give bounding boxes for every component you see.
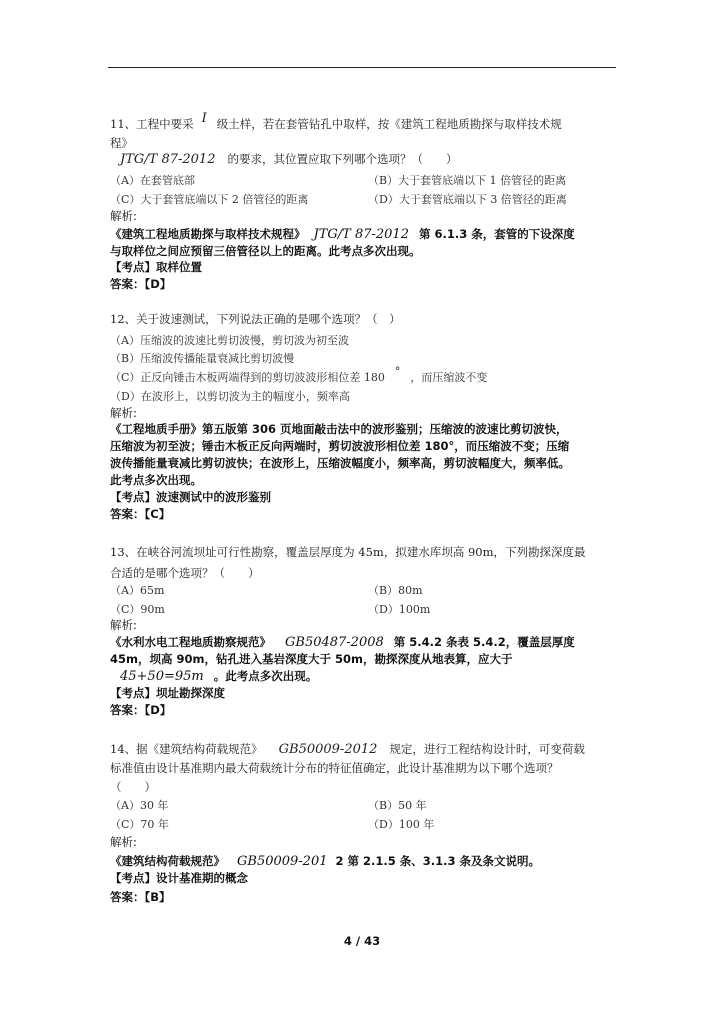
q12-option-d: （D）在波形上，以剪切波为主的幅度小，频率高 <box>110 390 350 403</box>
q11-option-a: （A）在套管底部 <box>110 174 195 187</box>
q12-answer: 答案：【C】 <box>110 507 171 521</box>
q11-stem-line2: 程》 <box>110 136 133 150</box>
q11-stem-line1: 11、工程中要采 I 级土样，若在套管钻孔中取样，按《建筑工程地质勘探与取样技术规 <box>110 111 562 131</box>
q14-option-b: （B）50 年 <box>368 799 427 812</box>
q12-stem: 12、关于波速测试，下列说法正确的是哪个选项？（ ） <box>110 312 401 326</box>
q14-analysis-label: 解析: <box>110 835 137 849</box>
q11-option-b: （B）大于套管底端以下 1 倍管径的距离 <box>368 174 567 187</box>
q14-option-d: （D）100 年 <box>368 818 435 831</box>
q12-option-c: （C）正反向锤击木板两端得到的剪切波波形相位差 180 ° ，而压缩波不变 <box>110 365 488 384</box>
q12-option-a: （A）压缩波的波速比剪切波慢，剪切波为初至波 <box>110 334 349 347</box>
q12-point: 【考点】波速测试中的波形鉴别 <box>110 490 271 504</box>
q14-option-c: （C）70 年 <box>110 818 169 831</box>
q12-option-b: （B）压缩波传播能量衰减比剪切波慢 <box>110 352 295 365</box>
q13-explanation-line1: 《水利水电工程地质勘察规范》 GB50487-2008 第 5.4.2 条表 5.4.2，覆盖层厚度 <box>110 635 575 650</box>
page-number: 4 / 43 <box>343 934 381 948</box>
q12-analysis-label: 解析: <box>110 406 137 420</box>
q13-analysis-label: 解析: <box>110 618 137 632</box>
q14-stem-line2: 标准值由设计基准期内最大荷载统计分布的特征值确定，此设计基准期为以下哪个选项？ <box>110 761 559 775</box>
q12-explanation-line3: 波传播能量衰减比剪切波快；在波形上，压缩波幅度小，频率高，剪切波幅度大，频率低。 <box>110 456 570 470</box>
q11-option-c: （C）大于套管底端以下 2 倍管径的距离 <box>110 193 309 206</box>
q13-stem-line2: 合适的是哪个选项？（ ） <box>110 566 260 580</box>
q12-explanation-line4: 此考点多次出现。 <box>110 473 202 487</box>
q11-answer: 答案：【D】 <box>110 277 172 291</box>
q13-explanation-line3: 45+50=95m 。此考点多次出现。 <box>110 668 317 685</box>
q12-explanation-line2: 压缩波为初至波；锤击木板正反向两端时，剪切波波形相位差 180°，而压缩波不变；压缩 <box>110 439 570 453</box>
q11-code: JTG/T 87-2012 <box>120 152 216 167</box>
q11-analysis-label: 解析: <box>110 209 137 223</box>
q14-stem-line1: 14、据《建筑结构荷载规范》 GB50009-2012 规定，进行工程结构设计时，可变荷载 <box>110 742 585 757</box>
q11-explanation-line2: 与取样位之间应预留三倍管径以上的距离。此考点多次出现。 <box>110 244 421 258</box>
header-rule <box>108 67 616 68</box>
q13-formula: 45+50=95m <box>120 669 204 684</box>
q14-answer: 答案：【B】 <box>110 890 171 904</box>
q11-option-d: （D）大于套管底端以下 3 倍管径的距离 <box>368 193 567 206</box>
q12-explanation-line1: 《工程地质手册》第五版第 306 页地面敲击法中的波形鉴别；压缩波的波速比剪切波快， <box>110 422 568 436</box>
q11-stem-line3: JTG/T 87-2012 的要求，其位置应取下列哪个选项？（ ） <box>120 152 458 167</box>
q13-option-a: （A）65m <box>110 584 165 597</box>
q13-option-c: （C）90m <box>110 603 165 616</box>
q14-point: 【考点】设计基准期的概念 <box>110 871 248 885</box>
q14-stem-line3: （ ） <box>110 780 156 794</box>
q11-grade-symbol: I <box>201 111 207 126</box>
q13-answer: 答案：【D】 <box>110 703 172 717</box>
q11-point: 【考点】取样位置 <box>110 260 202 274</box>
q13-option-d: （D）100m <box>368 603 431 616</box>
q13-option-b: （B）80m <box>368 584 423 597</box>
q13-stem-line1: 13、在峡谷河流坝址可行性勘察，覆盖层厚度为 45m，拟建水库坝高 90m，下列勘探深度最 <box>110 545 586 559</box>
q11-explanation-line1: 《建筑工程地质勘探与取样技术规程》 JTG/T 87-2012 第 6.1.3 条，套管的下设深度 <box>110 227 575 242</box>
q14-explanation-line1: 《建筑结构荷载规范》 GB50009-201 2 第 2.1.5 条、3.1.3 条及条文说明。 <box>110 854 540 869</box>
q13-point: 【考点】坝址勘探深度 <box>110 686 225 700</box>
q14-option-a: （A）30 年 <box>110 799 169 812</box>
q13-explanation-line2: 45m，坝高 90m，钻孔进入基岩深度大于 50m，勘探深度从地表算，应大于 <box>110 652 513 666</box>
q14-code: GB50009-2012 <box>278 742 378 757</box>
